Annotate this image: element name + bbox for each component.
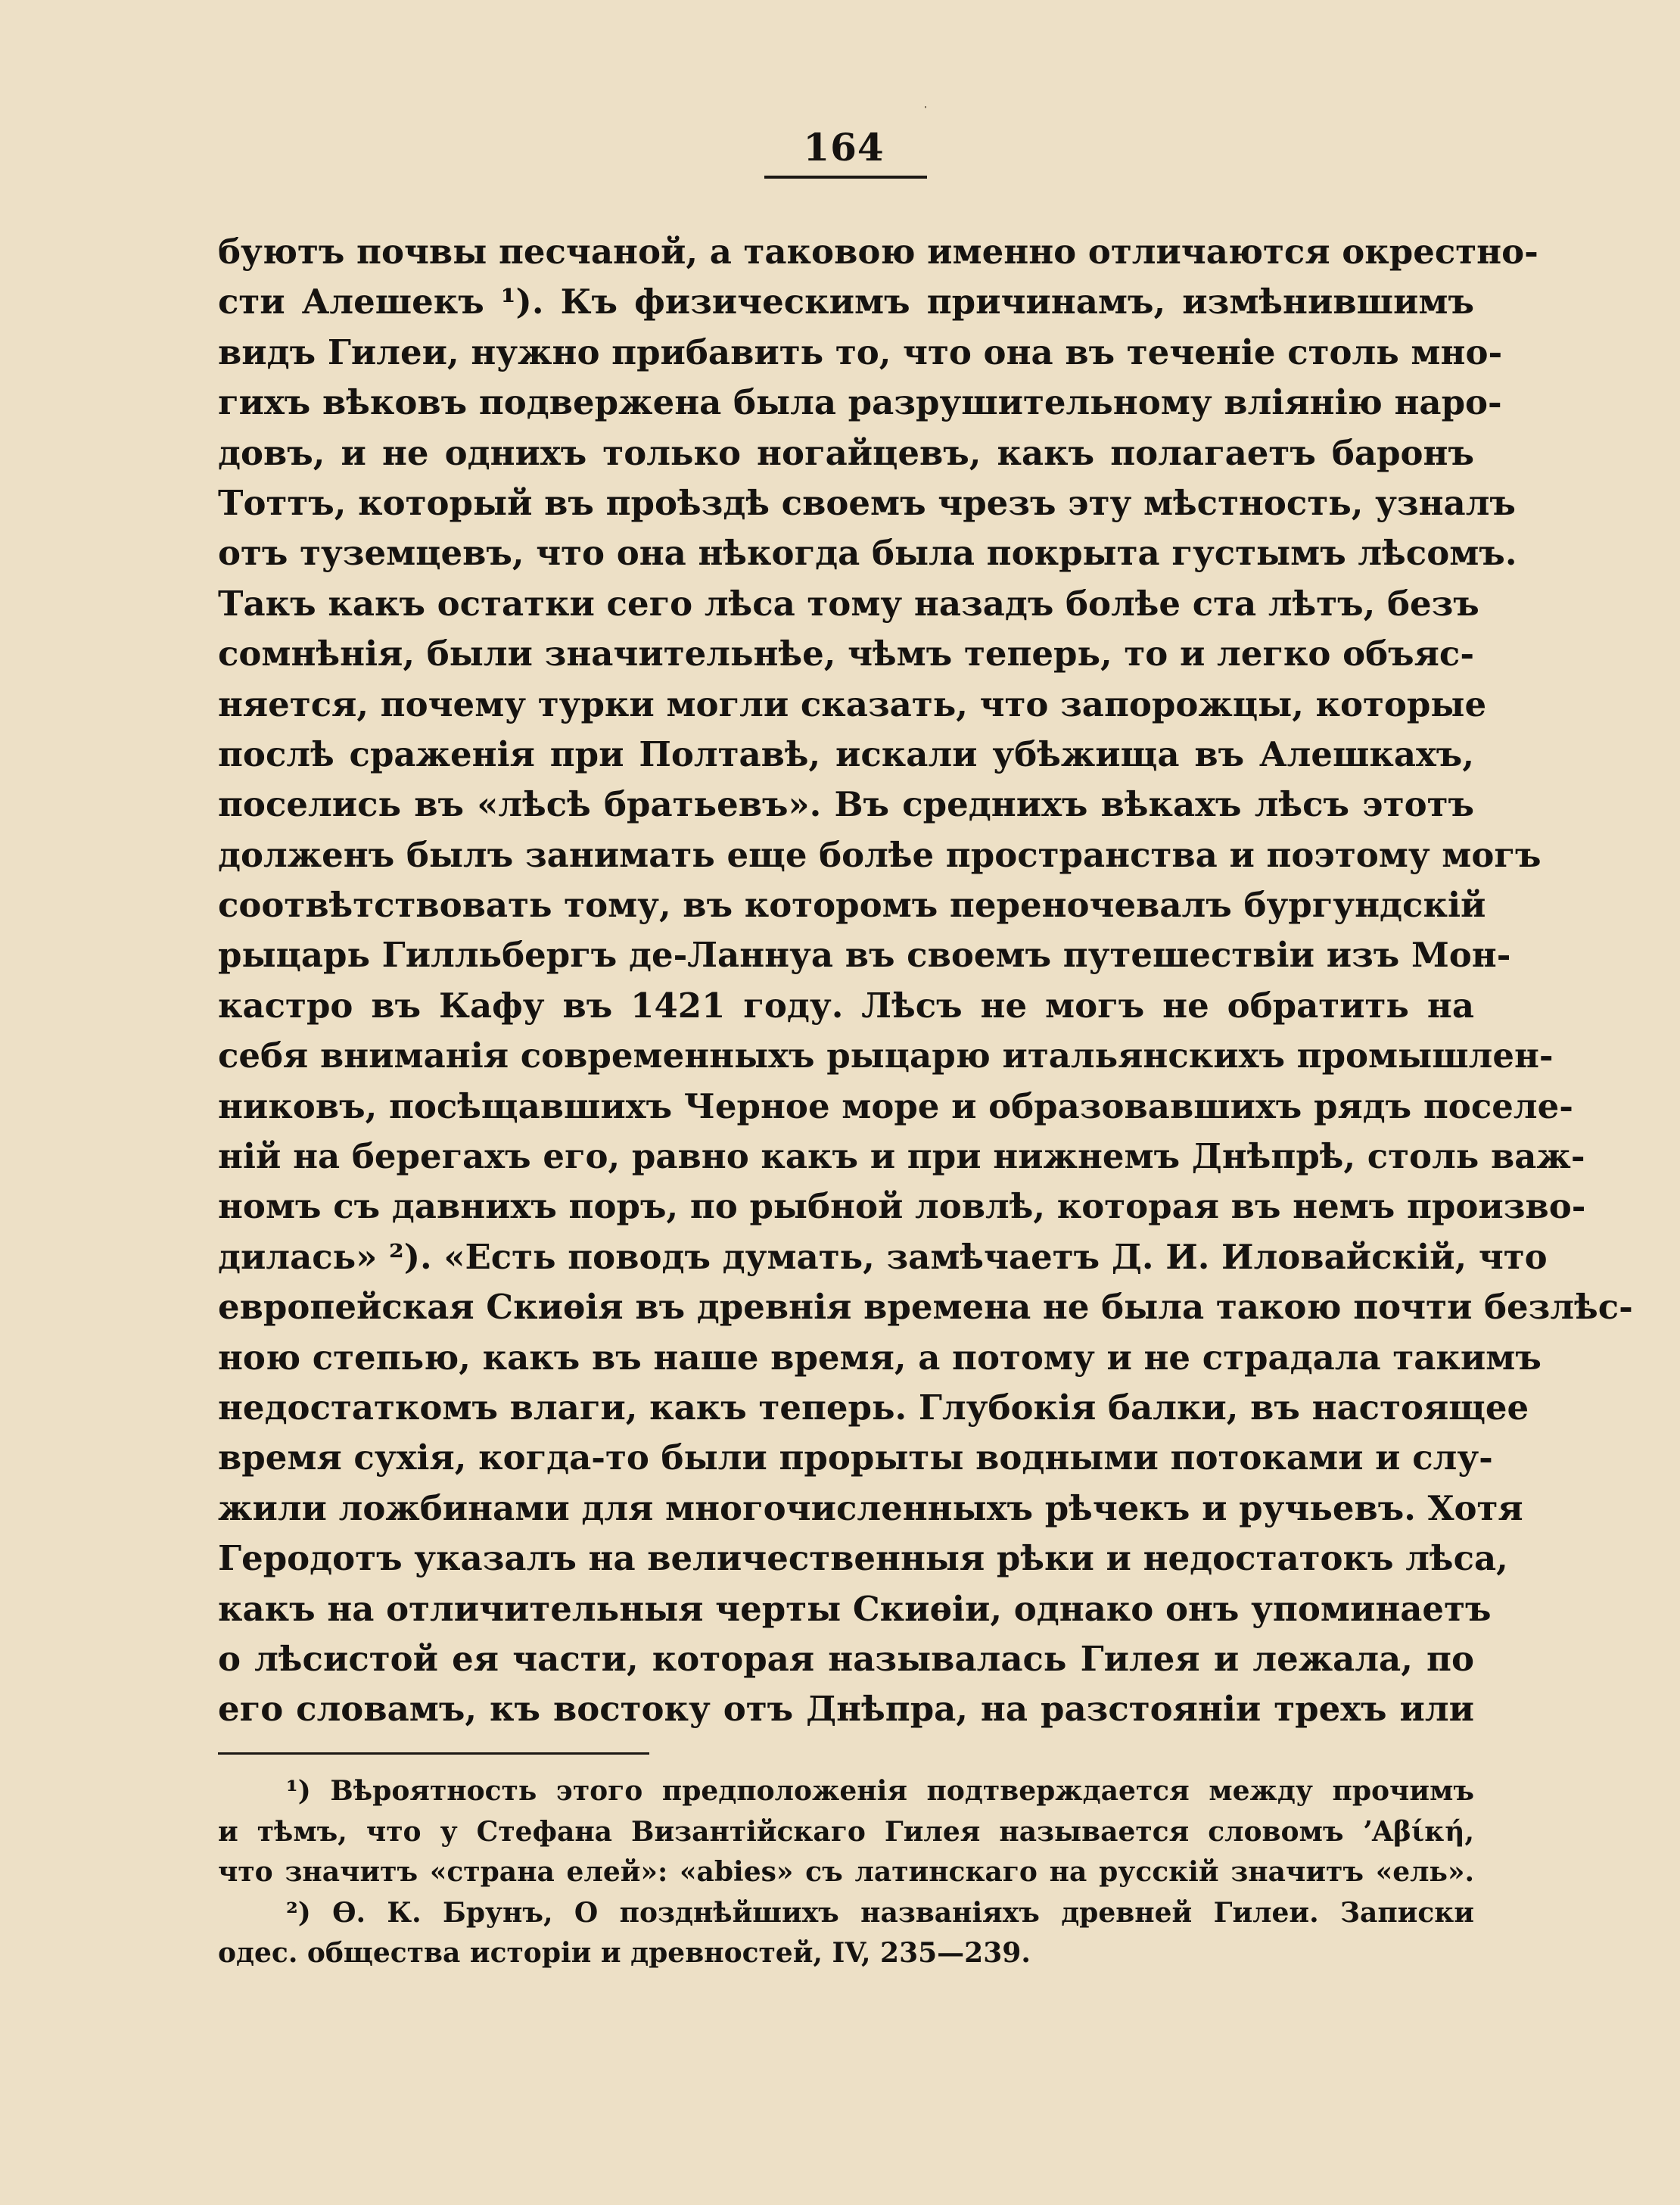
- main-text: [218, 227, 1633, 1735]
- footnote-line: ¹) Вѣроятность этого предположенія подтверждается между прочимъ: [286, 1775, 1474, 1807]
- footnotes: [218, 1771, 1474, 1974]
- text-line: время сухія, когда-то были прорыты водными потоками и слу-: [218, 1437, 1493, 1478]
- text-line: дилась» ²). «Есть поводъ думать, замѣчаетъ Д. И. Иловайскій, что: [218, 1236, 1548, 1277]
- text-line: его словамъ, къ востоку отъ Днѣпра, на разстояніи трехъ или: [218, 1689, 1474, 1730]
- text-line: ною степью, какъ въ наше время, а потому и не страдала такимъ: [218, 1337, 1542, 1378]
- text-line: номъ съ давнихъ поръ, по рыбной ловлѣ, которая въ немъ произво-: [218, 1186, 1586, 1227]
- text-line: никовъ, посѣщавшихъ Черное море и образовавшихъ рядъ поселе-: [218, 1085, 1573, 1126]
- text-line: буютъ почвы песчаной, а таковою именно отличаются окрестно-: [218, 232, 1538, 272]
- text-line: о лѣсистой ея части, которая называлась Гилея и лежала, по: [218, 1638, 1474, 1679]
- text-line: видъ Гилеи, нужно прибавить то, что она въ теченіе столь мно-: [218, 332, 1503, 372]
- text-line: послѣ сраженія при Полтавѣ, искали убѣжища въ Алешкахъ,: [218, 733, 1474, 774]
- scan-speck: [925, 106, 926, 108]
- text-line: долженъ былъ занимать еще болѣе пространства и поэтому могъ: [218, 834, 1542, 875]
- text-line: жили ложбинами для многочисленныхъ рѣчекъ и ручьевъ. Хотя: [218, 1487, 1523, 1528]
- text-line: кастро въ Кафу въ 1421 году. Лѣсъ не могъ не обратить на: [218, 985, 1474, 1026]
- text-line: европейская Скиѳія въ древнія времена не была такою почти безлѣс-: [218, 1287, 1633, 1328]
- text-line: себя вниманія современныхъ рыцарю итальянскихъ промышлен-: [218, 1036, 1554, 1076]
- text-line: рыцарь Гилльбергъ де-Ланнуа въ своемъ путешествіи изъ Мон-: [218, 935, 1511, 976]
- text-line: ній на берегахъ его, равно какъ и при нижнемъ Днѣпрѣ, столь важ-: [218, 1136, 1585, 1177]
- text-line: гихъ вѣковъ подвержена была разрушительному вліянію наро-: [218, 382, 1502, 423]
- text-line: соотвѣтствовать тому, въ которомъ переночевалъ бургундскій: [218, 885, 1486, 926]
- text-line: отъ туземцевъ, что она нѣкогда была покрыта густымъ лѣсомъ.: [218, 533, 1517, 574]
- text-line: Тоттъ, который въ проѣздѣ своемъ чрезъ эту мѣстность, узналъ: [218, 482, 1516, 523]
- text-line: сти Алешекъ ¹). Къ физическимъ причинамъ, измѣнившимъ: [218, 282, 1474, 322]
- text-line: сомнѣнія, были значительнѣе, чѣмъ теперь, то и легко объяс-: [218, 634, 1474, 674]
- footnote-separator: [218, 1752, 649, 1755]
- footnote-line: и тѣмъ, что у Стефана Византійскаго Гилея называется словомъ ʼΑβίκή,: [218, 1815, 1474, 1848]
- text-line: поселись въ «лѣсѣ братьевъ». Въ среднихъ вѣкахъ лѣсъ этотъ: [218, 784, 1474, 825]
- text-line: няется, почему турки могли сказать, что запорожцы, которые: [218, 684, 1487, 724]
- footnote-line: ²) Ѳ. К. Брунъ, О позднѣйшихъ названіяхъ древней Гилеи. Записки: [286, 1896, 1474, 1929]
- text-line: какъ на отличительныя черты Скиѳіи, однако онъ упоминаетъ: [218, 1588, 1492, 1629]
- text-line: Геродотъ указалъ на величественныя рѣки и недостатокъ лѣса,: [218, 1538, 1508, 1579]
- text-line: Такъ какъ остатки сего лѣса тому назадъ болѣе ста лѣтъ, безъ: [218, 583, 1479, 624]
- page-number-rule: [764, 176, 927, 179]
- footnote-line: что значитъ «страна елей»: «abies» съ латинскаго на русскій значитъ «ель».: [218, 1856, 1474, 1888]
- footnote-line: одес. общества исторіи и древностей, IV, 235—239.: [218, 1937, 1031, 1969]
- text-line: довъ, и не однихъ только ногайцевъ, какъ полагаетъ баронъ: [218, 432, 1474, 473]
- page-number: 164: [803, 125, 885, 170]
- text-line: недостаткомъ влаги, какъ теперь. Глубокія балки, въ настоящее: [218, 1387, 1529, 1428]
